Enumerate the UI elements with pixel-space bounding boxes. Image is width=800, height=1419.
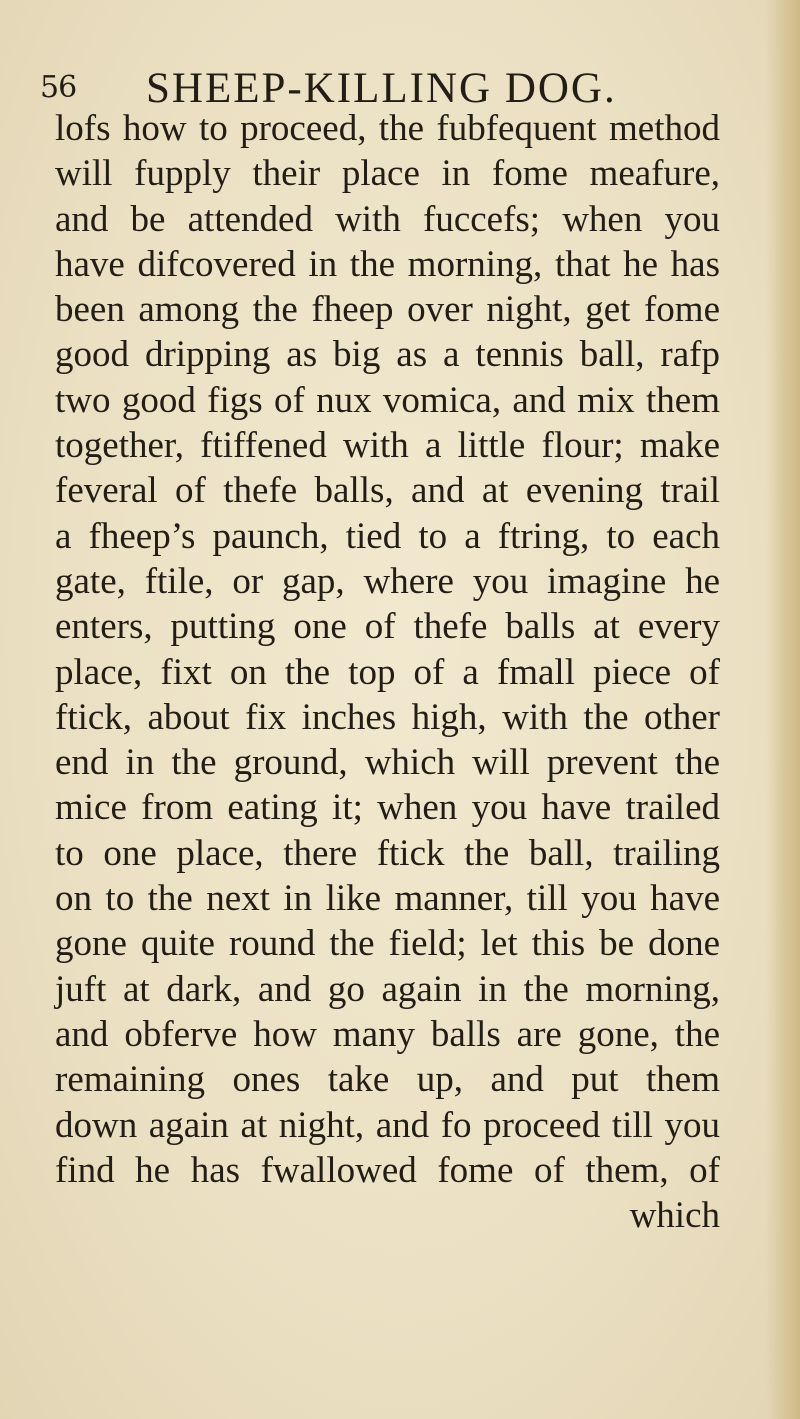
text-line: end in the ground, which will prevent the	[55, 742, 720, 784]
text-line: good dripping as big as a tennis ball, rafp	[55, 334, 720, 376]
running-head: SHEEP-KILLING DOG.	[146, 65, 617, 112]
text-line: find he has fwallowed fome of them, of	[55, 1149, 720, 1191]
text-line: gone quite round the field; let this be done	[55, 923, 720, 965]
text-line: two good figs of nux vomica, and mix them	[55, 379, 720, 421]
text-line: juft at dark, and go again in the morning,	[55, 968, 720, 1010]
text-line: a fheep’s paunch, tied to a ftring, to each	[55, 515, 720, 557]
text-line: down again at night, and fo proceed till you	[55, 1104, 720, 1146]
text-line: mice from eating it; when you have trailed	[55, 787, 720, 829]
text-line: gate, ftile, or gap, where you imagine he	[55, 560, 720, 602]
text-line: place, fixt on the top of a fmall piece of	[55, 651, 720, 693]
text-line: and obferve how many balls are gone, the	[55, 1013, 720, 1055]
text-line: enters, putting one of thefe balls at every	[55, 606, 720, 648]
text-line: have difcovered in the morning, that he has	[55, 243, 720, 285]
page-edge-shadow	[766, 0, 800, 1419]
text-line: ftick, about fix inches high, with the other	[55, 696, 720, 738]
text-line: will fupply their place in fome meafure,	[55, 153, 720, 195]
text-line: and be attended with fuccefs; when you	[55, 198, 720, 240]
body-text	[55, 106, 720, 1238]
text-line: to one place, there ftick the ball, trailing	[55, 832, 720, 874]
page-number: 56	[40, 70, 77, 105]
text-line: been among the fheep over night, get fome	[55, 289, 720, 331]
text-line: on to the next in like manner, till you have	[55, 878, 720, 920]
text-line: remaining ones take up, and put them	[55, 1059, 720, 1101]
catchword: which	[629, 1195, 720, 1237]
text-line: lofs how to proceed, the fubfequent method	[55, 108, 720, 149]
text-line: feveral of thefe balls, and at evening trail	[55, 470, 720, 512]
text-line: together, ftiffened with a little flour; make	[55, 425, 720, 467]
